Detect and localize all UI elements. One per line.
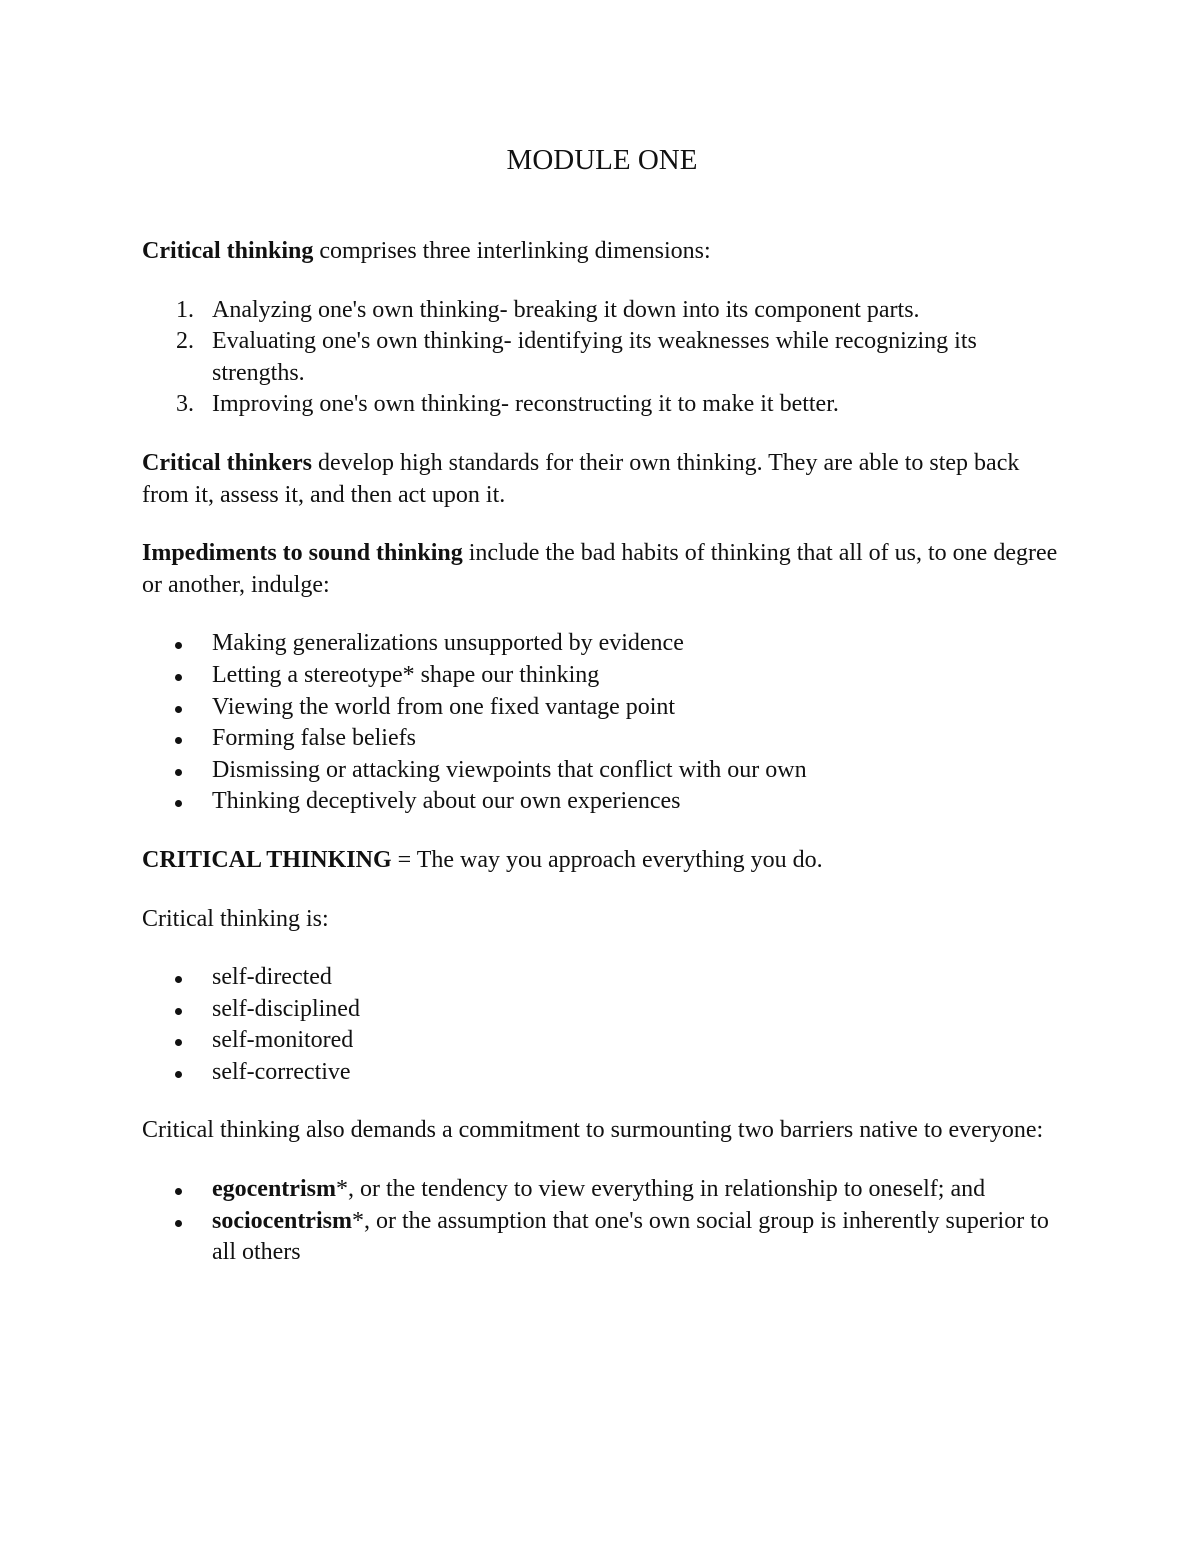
- list-item: [142, 962, 1062, 994]
- thinkers-term: Critical thinkers: [142, 449, 312, 476]
- bullet-icon: [175, 642, 182, 649]
- dimensions-list: [142, 295, 1062, 421]
- definition-paragraph: [142, 845, 1062, 877]
- list-item: [142, 1206, 1062, 1269]
- list-item-text: Making generalizations unsupported by evidence: [212, 630, 684, 657]
- bullet-icon: [175, 1188, 182, 1195]
- list-number: 3.: [176, 391, 194, 418]
- list-item-text: self-directed: [212, 964, 332, 991]
- list-item-text: Improving one's own thinking- reconstructing it to make it better.: [212, 391, 839, 418]
- habits-list: [142, 628, 1062, 818]
- barriers-list: [142, 1174, 1062, 1269]
- bullet-icon: [175, 800, 182, 807]
- list-item: [142, 389, 1062, 421]
- list-item-text: Letting a stereotype* shape our thinking: [212, 661, 600, 688]
- impediments-paragraph: [142, 538, 1062, 601]
- bullet-icon: [175, 1039, 182, 1046]
- list-item-text: self-monitored: [212, 1027, 354, 1054]
- qualities-list: [142, 962, 1062, 1088]
- barrier-text: *, or the tendency to view everything in relationship to oneself; and: [335, 1176, 986, 1203]
- list-item-text: self-corrective: [212, 1058, 351, 1085]
- barriers-paragraph: Critical thinking also demands a commitment to surmounting two barriers native to everyone:: [142, 1117, 1044, 1144]
- bullet-icon: [175, 1220, 182, 1227]
- list-item: [142, 723, 1062, 755]
- definition-text: = The way you approach everything you do.: [391, 846, 823, 873]
- document-page: [142, 138, 1062, 1269]
- bullet-icon: [175, 674, 182, 681]
- bullet-icon: [175, 1071, 182, 1078]
- intro-text: comprises three interlinking dimensions:: [313, 238, 711, 264]
- impediments-term: Impediments to sound thinking: [142, 540, 463, 567]
- list-item-text: Dismissing or attacking viewpoints that conflict with our own: [212, 756, 807, 783]
- list-item-text: Analyzing one's own thinking- breaking it down into its component parts.: [212, 296, 920, 323]
- thinkers-paragraph: [142, 448, 1062, 511]
- impediments-text: include the bad habits of thinking that all of us, to one degree or another, indulge:: [142, 540, 1058, 598]
- barrier-term: egocentrism: [212, 1176, 336, 1203]
- list-item: [142, 786, 1062, 818]
- list-item: [142, 994, 1062, 1026]
- bullet-icon: [175, 737, 182, 744]
- list-item: [142, 1025, 1062, 1057]
- list-number: 2.: [176, 328, 194, 355]
- bullet-icon: [175, 769, 182, 776]
- list-item: [142, 692, 1062, 724]
- bullet-icon: [175, 1008, 182, 1015]
- intro-term: Critical thinking: [142, 238, 314, 264]
- list-item: [142, 1174, 1062, 1206]
- list-item: [142, 660, 1062, 692]
- bullet-icon: [175, 706, 182, 713]
- definition-term: CRITICAL THINKING: [142, 846, 392, 873]
- is-intro-paragraph: Critical thinking is:: [142, 905, 329, 932]
- list-item-text: Viewing the world from one fixed vantage point: [212, 693, 676, 720]
- list-item: [142, 755, 1062, 787]
- intro-paragraph: [142, 236, 1062, 268]
- list-item: [142, 295, 1062, 327]
- list-item-text: Thinking deceptively about our own experiences: [212, 788, 681, 815]
- list-number: 1.: [176, 296, 194, 323]
- list-item: [142, 326, 1062, 389]
- list-item-text: Forming false beliefs: [212, 725, 416, 752]
- page-title: MODULE ONE: [506, 144, 698, 176]
- barrier-text: *, or the assumption that one's own social group is inherently superior to all others: [212, 1207, 1049, 1266]
- barrier-term: sociocentrism: [212, 1207, 352, 1234]
- list-item: [142, 1057, 1062, 1089]
- thinkers-text: develop high standards for their own thinking. They are able to step back from it, assess it, and then act upon it.: [142, 449, 1020, 508]
- list-item: [142, 628, 1062, 660]
- list-item-text: Evaluating one's own thinking- identifying its weaknesses while recognizing its strengths.: [212, 328, 977, 386]
- list-item-text: self-disciplined: [212, 995, 360, 1022]
- bullet-icon: [175, 976, 182, 983]
